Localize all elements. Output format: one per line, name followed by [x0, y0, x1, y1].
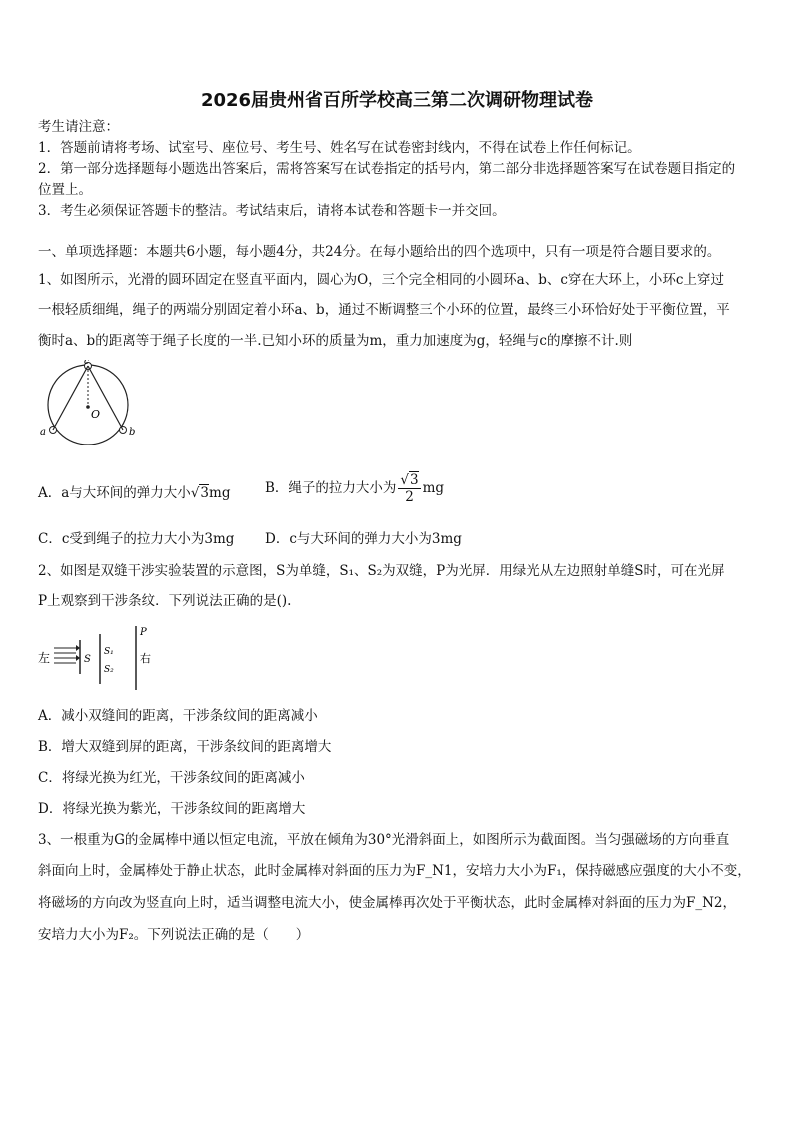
sqrt-sign-b: √: [400, 472, 410, 488]
sqrt-sign: √: [190, 485, 200, 501]
q3-line-2: 斜面向上时，金属棒处于静止状态，此时金属棒对斜面的压力为F_N1，安培力大小为F₁，保持磁感应强度的大小不变，: [38, 863, 751, 879]
q1-line-2: 一根轻质细绳，绳子的两端分别固定着小环a、b，通过不断调整三个小环的位置，最终三小环恰好处于平衡位置，平: [38, 302, 730, 318]
notice-item-1: 1．答题前请将考场、试室号、座位号、考生号、姓名写在试卷密封线内，不得在试卷上作任何标记。: [38, 140, 641, 156]
notice-item-2-cont: 位置上。: [38, 182, 92, 198]
q2-option-a: A．减小双缝间的距离，干涉条纹间的距离减小: [38, 708, 318, 724]
q2-double-slit-figure: [36, 622, 166, 694]
q1-option-a-unit: mg: [209, 485, 231, 501]
q1-line-3: 衡时a、b的距离等于绳子长度的一半.已知小环的质量为m，重力加速度为g，轻绳与c的摩擦不计.则: [38, 333, 633, 349]
rope-left: [53, 366, 88, 430]
label-s2: S₂: [104, 665, 114, 675]
q2-line-2: P上观察到干涉条纹．下列说法正确的是().: [38, 593, 292, 609]
q1-ring-figure: [36, 360, 146, 445]
label-s: S: [84, 654, 91, 665]
q1-option-b-text: B．绳子的拉力大小为: [265, 480, 397, 496]
q2-option-d: D．将绿光换为紫光，干涉条纹间的距离增大: [38, 801, 306, 817]
label-left: 左: [38, 651, 51, 665]
q1-line-1: 1、如图所示，光滑的圆环固定在竖直平面内，圆心为O，三个完全相同的小圆环a、b、c穿在大环上，小环c上穿过: [38, 272, 724, 288]
q1-option-a-text: A．a与大环间的弹力大小: [38, 485, 191, 501]
notice-item-2: 2．第一部分选择题每小题选出答案后，需将答案写在试卷指定的括号内，第二部分非选择题答案写在试卷题目指定的: [38, 161, 736, 177]
notice-heading: 考生请注意：: [38, 119, 119, 135]
label-b: b: [129, 427, 136, 438]
section-heading: 一、单项选择题：本题共6小题，每小题4分，共24分。在每小题给出的四个选项中，只有一项是符合题目要求的。: [38, 244, 721, 260]
q1-option-b: [265, 472, 444, 505]
label-o: O: [91, 408, 101, 421]
q2-line-1: 2、如图是双缝干涉实验装置的示意图，S为单缝，S₁、S₂为双缝，P为光屏．用绿光从左边照射单缝S时，可在光屏: [38, 563, 725, 579]
q3-line-4: 安培力大小为F₂。下列说法正确的是（ ）: [38, 927, 310, 943]
label-right: 右: [140, 652, 151, 665]
fraction-denominator: 2: [405, 489, 414, 505]
q1-option-d: D．c与大环间的弹力大小为3mg: [265, 531, 462, 547]
q1-option-c: C．c受到绳子的拉力大小为3mg: [38, 531, 235, 547]
exam-title: 2026届贵州省百所学校高三第二次调研物理试卷: [200, 90, 594, 111]
q1-option-b-unit: mg: [422, 480, 445, 496]
label-a: a: [40, 427, 46, 438]
q1-option-a: [38, 484, 230, 502]
q2-option-b: B．增大双缝到屏的距离，干涉条纹间的距离增大: [38, 739, 332, 755]
notice-item-3: 3．考生必须保证答题卡的整洁。考试结束后，请将本试卷和答题卡一并交回。: [38, 203, 506, 219]
q2-option-c: C．将绿光换为红光，干涉条纹间的距离减小: [38, 770, 305, 786]
label-p: P: [140, 627, 147, 638]
sqrt-radicand: 3: [200, 485, 210, 501]
label-s1: S₁: [104, 647, 114, 657]
q3-line-1: 3、一根重为G的金属棒中通以恒定电流，平放在倾角为30°光滑斜面上，如图所示为截面图。当匀强磁场的方向垂直: [38, 832, 730, 848]
fraction-numerator: 3: [410, 472, 419, 488]
q3-line-3: 将磁场的方向改为竖直向上时，适当调整电流大小，使金属棒再次处于平衡状态，此时金属棒对斜面的压力为F_N2，: [38, 895, 737, 911]
label-c: c: [84, 360, 90, 367]
fraction: [398, 472, 420, 505]
center-point: [86, 405, 90, 409]
